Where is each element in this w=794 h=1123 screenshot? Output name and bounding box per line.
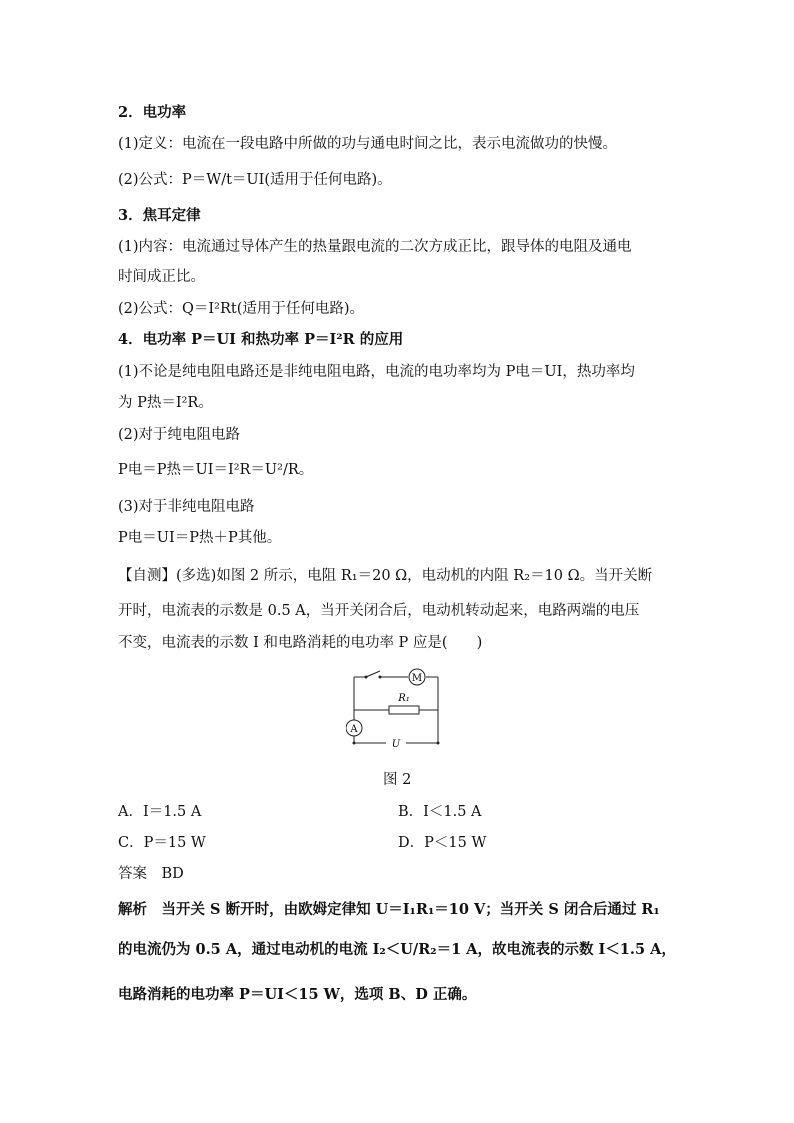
self-test-line-2: 开时，电流表的示数是 0.5 A，当开关闭合后，电动机转动起来，电路两端的电压: [118, 603, 640, 619]
definition-line: (1)定义：电流在一段电路中所做的功与通电时间之比，表示电流做功的快慢。: [118, 136, 618, 152]
answer-line: 答案 BD: [118, 866, 184, 882]
analysis-line-1: 解析 当开关 S 断开时，由欧姆定律知 U＝I₁R₁＝10 V；当开关 S 闭合后通过 R₁: [118, 901, 660, 918]
content-line-2: 时间成正比。: [118, 269, 205, 285]
content-line-1: (1)内容：电流通过导体产生的热量跟电流的二次方成正比，跟导体的电阻及通电: [118, 239, 632, 255]
application-line-1: (1)不论是纯电阻电路还是非纯电阻电路，电流的电功率均为 P电＝UI，热功率均: [118, 364, 635, 380]
resistor-label: R₁: [398, 693, 410, 704]
nonpure-heading: (3)对于非纯电阻电路: [118, 499, 255, 515]
motor-label: M: [411, 673, 423, 684]
option-b: B．I＜1.5 A: [398, 804, 482, 820]
self-test-line-1: 【自测】(多选)如图 2 所示，电阻 R₁＝20 Ω，电动机的内阻 R₂＝10 Ω。当开关断: [118, 568, 653, 584]
heading-joule-law: 3．焦耳定律: [118, 207, 201, 224]
formula-line: (2)公式：P＝W/t＝UI(适用于任何电路)。: [118, 172, 392, 188]
ammeter-label: A: [350, 724, 358, 735]
option-d: D．P＜15 W: [398, 835, 487, 851]
analysis-line-3: 电路消耗的电功率 P＝UI＜15 W，选项 B、D 正确。: [118, 986, 477, 1003]
analysis-line-2: 的电流仍为 0.5 A，通过电动机的电流 I₂＜U/R₂＝1 A，故电流表的示数 I＜1.5 A，: [118, 941, 676, 958]
joule-formula-line: (2)公式：Q＝I²Rt(适用于任何电路)。: [118, 301, 365, 317]
self-test-line-3: 不变，电流表的示数 I 和电路消耗的电功率 P 应是( ): [118, 635, 483, 651]
pure-resistor-heading: (2)对于纯电阻电路: [118, 427, 241, 443]
figure-caption: 图 2: [383, 772, 412, 788]
circuit-diagram: [346, 668, 446, 748]
heading-electric-power: 2．电功率: [118, 104, 187, 121]
option-a: A．I＝1.5 A: [118, 804, 202, 820]
application-line-2: 为 P热＝I²R。: [118, 395, 213, 411]
voltage-label: U: [391, 739, 401, 748]
heading-application: 4．电功率 P＝UI 和热功率 P＝I²R 的应用: [118, 331, 404, 348]
nonpure-formula: P电＝UI＝P热＋P其他。: [118, 530, 282, 546]
pure-resistor-formula: P电＝P热＝UI＝I²R＝U²/R。: [118, 462, 314, 478]
option-c: C．P＝15 W: [118, 835, 206, 851]
